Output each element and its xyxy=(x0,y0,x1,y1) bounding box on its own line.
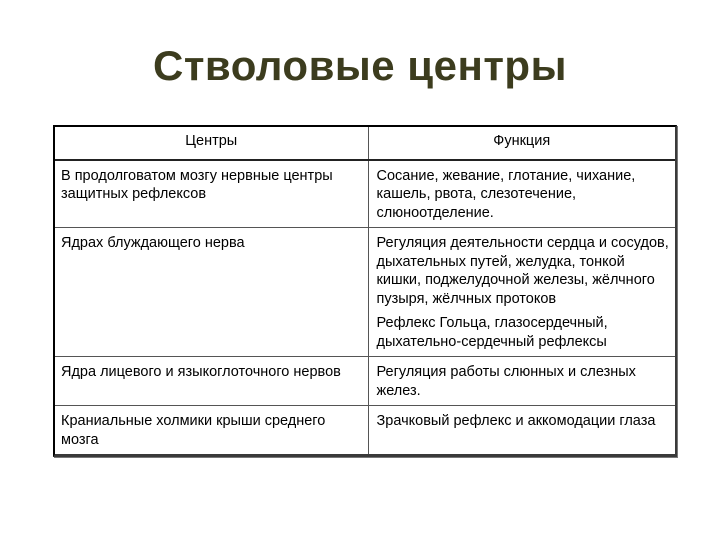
cell-center: Ядрах блуждающего нерва xyxy=(55,228,368,357)
slide-title: Стволовые центры xyxy=(153,42,567,89)
cell-center: В продолговатом мозгу нервные центры защитных рефлексов xyxy=(55,160,368,228)
table-row xyxy=(55,160,675,228)
function-text: Регуляция деятельности сердца и сосудов, дыхательных путей, желудка, тонкой кишки, поджелудочной железы, жёлчного пузыря, жёлчных протоков xyxy=(376,235,669,307)
function-text: Регуляция работы слюнных и слезных желез. xyxy=(376,364,636,399)
cell-center: Ядра лицевого и языкоглоточного нервов xyxy=(55,357,368,406)
cell-function xyxy=(368,406,675,455)
table xyxy=(55,127,675,454)
function-text: Зрачковый рефлекс и аккомодации глаза xyxy=(376,413,656,429)
table-row xyxy=(55,406,675,455)
cell-center: Краниальные холмики крыши среднего мозга xyxy=(55,406,368,455)
table-header-row xyxy=(55,127,675,160)
cell-function xyxy=(368,228,675,357)
function-text: Сосание, жевание, глотание, чихание, кашель, рвота, слезотечение, слюноотделение. xyxy=(376,167,636,221)
header-centers: Центры xyxy=(55,127,368,160)
brainstem-centers-table xyxy=(53,125,677,457)
cell-function xyxy=(368,160,675,228)
cell-function xyxy=(368,357,675,406)
header-function: Функция xyxy=(368,127,675,160)
table-row xyxy=(55,357,675,406)
function-text: Рефлекс Гольца, глазосердечный, дыхательно-сердечный рефлексы xyxy=(376,315,608,350)
table-row xyxy=(55,228,675,357)
